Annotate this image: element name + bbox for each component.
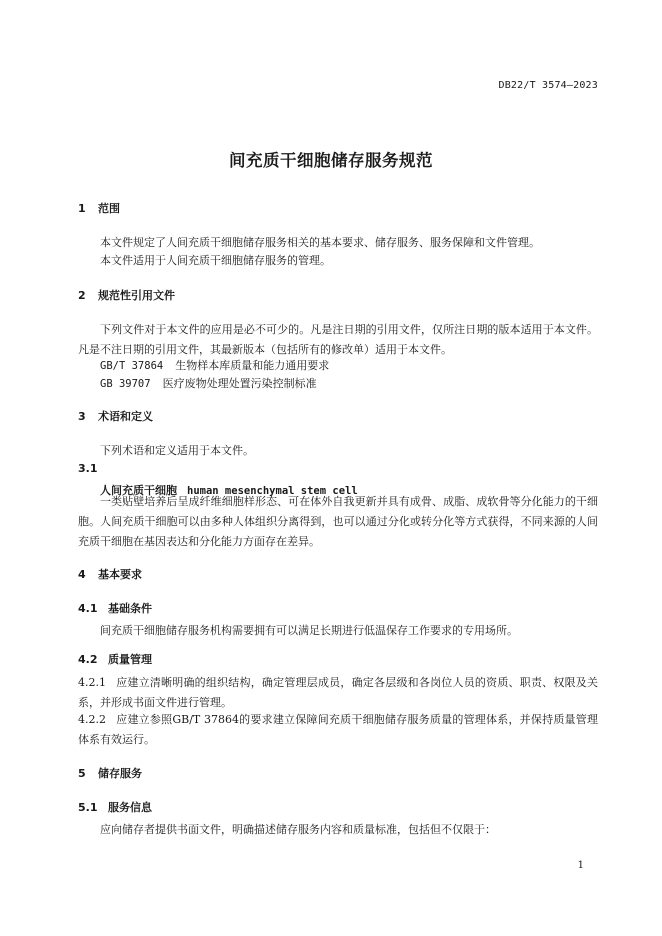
term-english: human mesenchymal stem cell xyxy=(187,485,358,497)
section-number: 5 xyxy=(78,767,86,780)
term-definition: 一类贴壁培养后呈成纤维细胞样形态、可在体外自我更新并具有成骨、成脂、成软骨等分化能力的干细胞。人间充质干细胞可以由多种人体组织分离得到，也可以通过分化或转分化等方式获得，不同来源的人间充质干细胞在基因表达和分化能力方面存在差异。 xyxy=(78,495,598,548)
subsection-4-1-paragraph: 间充质干细胞储存服务机构需要拥有可以满足长期进行低温保存工作要求的专用场所。 xyxy=(100,624,518,637)
section-number: 4 xyxy=(78,568,86,581)
section-3-paragraph-1: 下列术语和定义适用于本文件。 xyxy=(100,444,254,457)
clause-text: 应建立参照GB/T 37864的要求建立保障间充质干细胞储存服务质量的管理体系，并保持质量管理体系有效运行。 xyxy=(78,713,598,746)
subsection-title: 服务信息 xyxy=(108,801,152,814)
section-2-heading xyxy=(78,287,175,303)
clause-number: 4.2.2 xyxy=(78,713,106,726)
section-number: 2 xyxy=(78,289,86,302)
clause-text: 应建立清晰明确的组织结构，确定管理层成员，确定各层级和各岗位人员的资质、职责、权限及关系，并形成书面文件进行管理。 xyxy=(78,676,598,709)
document-title: 间充质干细胞储存服务规范 xyxy=(229,151,433,170)
section-title: 范围 xyxy=(98,202,120,215)
section-1-paragraph-2: 本文件适用于人间充质干细胞储存服务的管理。 xyxy=(100,254,331,267)
reference-name: 医疗废物处理处置污染控制标准 xyxy=(162,377,317,390)
subsection-5-1-paragraph: 应向储存者提供书面文件，明确描述储存服务内容和质量标准，包括但不仅限于： xyxy=(100,823,496,836)
subsection-5-1-heading xyxy=(78,799,152,815)
subsection-4-2-heading xyxy=(78,651,152,667)
reference-item xyxy=(100,358,329,374)
page-number: 1 xyxy=(577,860,584,871)
reference-item xyxy=(100,376,317,392)
reference-code: GB 39707 xyxy=(100,378,151,390)
reference-code: GB/T 37864 xyxy=(100,360,164,372)
subsection-number: 4.1 xyxy=(78,602,98,615)
subsection-number: 5.1 xyxy=(78,801,98,814)
section-1-paragraph-1: 本文件规定了人间充质干细胞储存服务相关的基本要求、储存服务、服务保障和文件管理。 xyxy=(100,236,540,249)
subsection-title: 质量管理 xyxy=(108,653,152,666)
section-3-heading xyxy=(78,408,153,424)
clause-4-2-2 xyxy=(78,710,598,750)
section-title: 储存服务 xyxy=(98,767,142,780)
section-4-heading xyxy=(78,566,142,582)
section-number: 3 xyxy=(78,410,86,423)
subsection-4-1-heading xyxy=(78,600,152,616)
term-number: 3.1 xyxy=(78,462,98,475)
section-title: 术语和定义 xyxy=(98,410,153,423)
subsection-number: 4.2 xyxy=(78,653,98,666)
term-chinese: 人间充质干细胞 xyxy=(100,484,177,497)
section-number: 1 xyxy=(78,202,86,215)
section-title: 基本要求 xyxy=(98,568,142,581)
subsection-title: 基础条件 xyxy=(108,602,152,615)
section-1-heading xyxy=(78,200,120,216)
clause-number: 4.2.1 xyxy=(78,676,106,689)
standard-number: DB22/T 3574—2023 xyxy=(498,80,598,91)
clause-4-2-1 xyxy=(78,673,598,713)
section-5-heading xyxy=(78,765,142,781)
reference-name: 生物样本库质量和能力通用要求 xyxy=(175,359,330,372)
section-2-paragraph-1: 下列文件对于本文件的应用是必不可少的。凡是注日期的引用文件，仅所注日期的版本适用于本文件。凡是不注日期的引用文件，其最新版本（包括所有的修改单）适用于本文件。 xyxy=(78,323,598,356)
section-title: 规范性引用文件 xyxy=(98,289,175,302)
